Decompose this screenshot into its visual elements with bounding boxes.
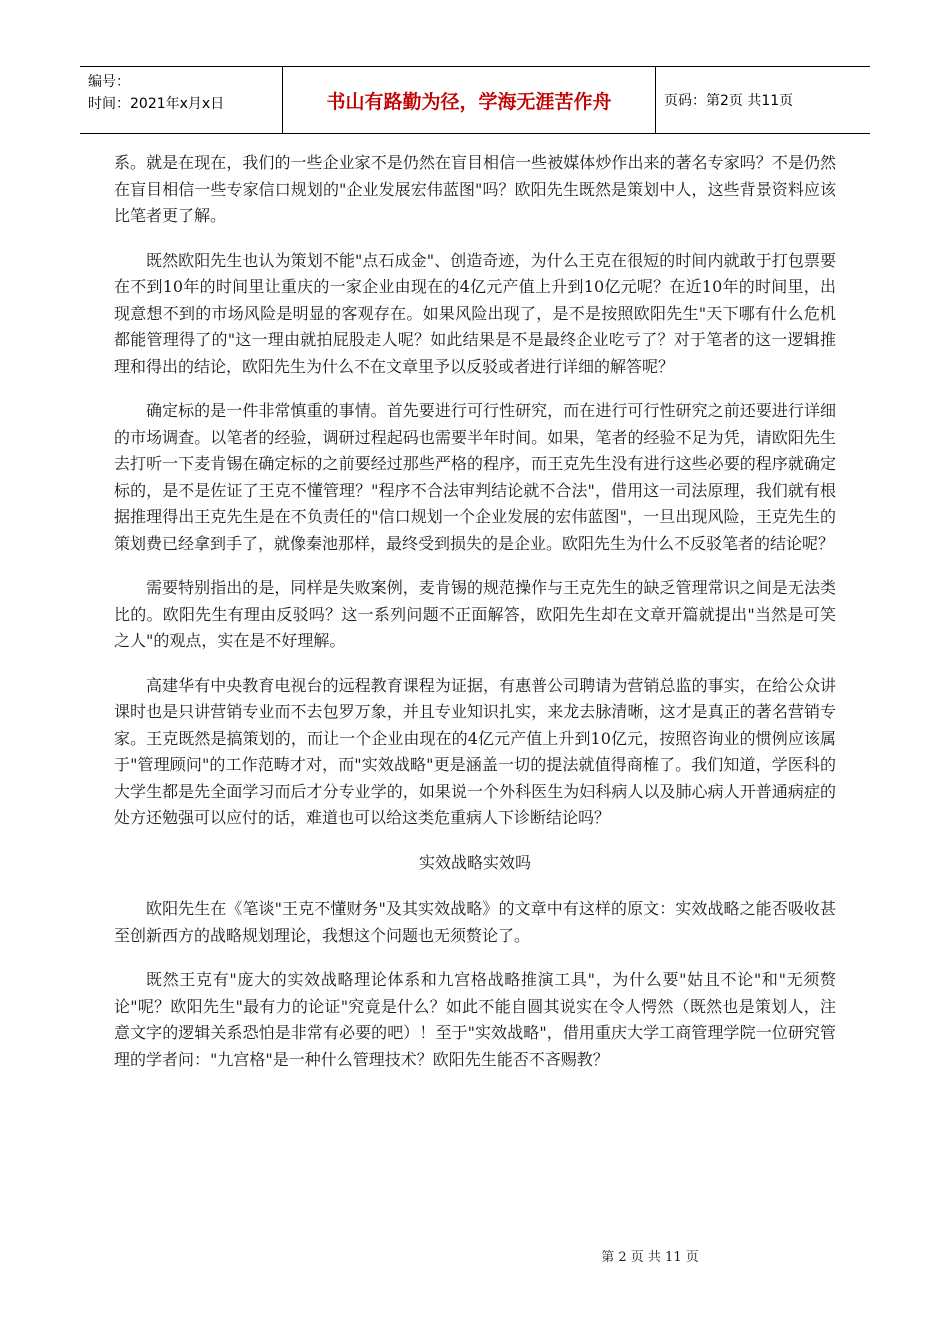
header-motto: 书山有路勤为径，学海无涯苦作舟 [326, 90, 612, 113]
paragraph-4: 需要特别指出的是，同样是失败案例，麦肯锡的规范操作与王克先生的缺乏管理常识之间是无法类比的。欧阳先生有理由反驳吗？这一系列问题不正面解答，欧阳先生却在文章开篇就提出"当然是可笑之人"的观点，实在是不好理解。 [114, 578, 836, 650]
header-page-info: 页码：第2页 共11页 [664, 93, 794, 109]
document-body [114, 150, 836, 1091]
section-heading: 实效战略实效吗 [418, 852, 531, 872]
page-footer: 第 2 页 共 11 页 [601, 1250, 699, 1265]
paragraph-3: 确定标的是一件非常慎重的事情。首先要进行可行性研究，而在进行可行性研究之前还要进行详细的市场调查。以笔者的经验，调研过程起码也需要半年时间。如果，笔者的经验不足为凭，请欧阳先生去打听一下麦肯锡在确定标的之前要经过那些严格的程序，而王克先生没有进行这些必要的程序就确定标的，是不是佐证了王克不懂管理？"程序不合法审判结论就不合法"，借用这一司法原理，我们就有根据推理得出王克先生是在不负责任的"信口规划一个企业发展的宏伟蓝图"，一旦出现风险，王克先生的策划费已经拿到手了，就像秦池那样，最终受到损失的是企业。欧阳先生为什么不反驳笔者的结论呢？ [114, 401, 836, 553]
paragraph-7: 既然王克有"庞大的实效战略理论体系和九宫格战略推演工具"，为什么要"姑且不论"和"无须赘论"呢？欧阳先生"最有力的论证"究竟是什么？如此不能自圆其说实在令人愕然（既然也是策划人，注意文字的逻辑关系恐怕是非常有必要的吧）！至于"实效战略"，借用重庆大学工商管理学院一位研究管理的学者问："九宫格"是一种什么管理技术？欧阳先生能否不吝赐教？ [114, 970, 836, 1069]
paragraph-5: 高建华有中央教育电视台的远程教育课程为证据，有惠普公司聘请为营销总监的事实，在给公众讲课时也是只讲营销专业而不去包罗万象，并且专业知识扎实，来龙去脉清晰，这才是真正的著名营销专家。王克既然是搞策划的，而让一个企业由现在的4亿元产值上升到10亿元，按照咨询业的惯例应该属于"管理顾问"的工作范畴才对，而"实效战略"更是涵盖一切的提法就值得商榷了。我们知道，学医科的大学生都是先全面学习而后才分专业学的，如果说一个外科医生为妇科病人以及肺心病人开普通病症的处方还勉强可以应付的话，难道也可以给这类危重病人下诊断结论吗？ [114, 675, 836, 827]
paragraph-6: 欧阳先生在《笔谈"王克不懂财务"及其实效战略》的文章中有这样的原文：实效战略之能否吸收甚至创新西方的战略规划理论，我想这个问题也无须赘论了。 [114, 899, 836, 945]
page-header [80, 66, 870, 134]
header-motto-cell [283, 67, 656, 133]
header-page-cell [656, 67, 870, 133]
document-date-label: 时间：2021年x月x日 [88, 96, 225, 112]
header-meta-cell [80, 67, 283, 133]
paragraph-2: 既然欧阳先生也认为策划不能"点石成金"、创造奇迹，为什么王克在很短的时间内就敢于打包票要在不到10年的时间里让重庆的一家企业由现在的4亿元产值上升到10亿元呢？在近10年的时间里，出现意想不到的市场风险是明显的客观存在。如果风险出现了，是不是按照欧阳先生"天下哪有什么危机都能管理得了的"这一理由就拍屁股走人呢？如此结果是不是最终企业吃亏了？对于笔者的这一逻辑推理和得出的结论，欧阳先生为什么不在文章里予以反驳或者进行详细的解答呢？ [114, 250, 836, 376]
paragraph-1: 系。就是在现在，我们的一些企业家不是仍然在盲目相信一些被媒体炒作出来的著名专家吗？不是仍然在盲目相信一些专家信口规划的"企业发展宏伟蓝图"吗？欧阳先生既然是策划中人，这些背景资料应该比笔者更了解。 [114, 153, 836, 225]
document-number-label: 编号： [88, 74, 130, 90]
